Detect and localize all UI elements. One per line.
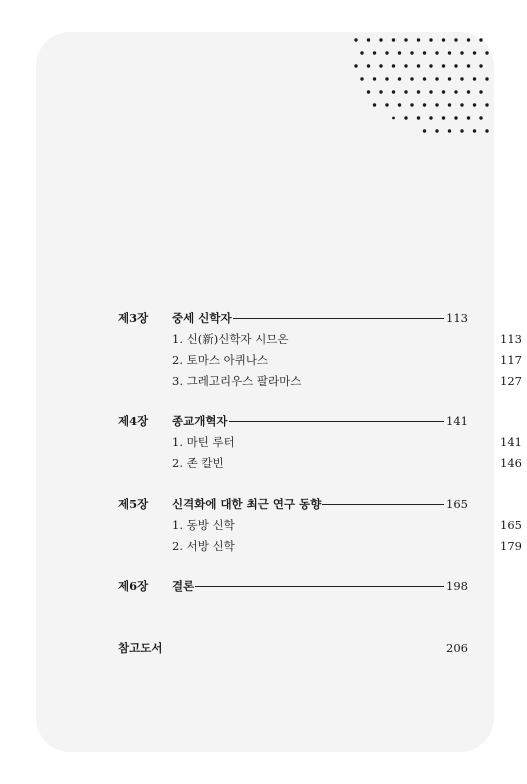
pattern-dot: [354, 38, 357, 41]
toc-item[interactable]: [118, 329, 522, 349]
pattern-dot: [385, 51, 388, 54]
pattern-dot: [473, 129, 476, 132]
toc-chapter-3[interactable]: [118, 308, 468, 328]
dot-pattern-decoration: [344, 32, 494, 142]
references-title: 참고도서: [118, 641, 163, 655]
pattern-dot: [429, 38, 432, 41]
toc-item[interactable]: [118, 432, 522, 452]
pattern-dot: [435, 103, 438, 106]
pattern-dot: [404, 90, 407, 93]
page-number: 165: [446, 497, 468, 511]
pattern-dot: [385, 103, 388, 106]
pattern-dot: [473, 77, 476, 80]
pattern-dot: [398, 103, 401, 106]
pattern-dot: [460, 51, 463, 54]
pattern-dot: [385, 77, 388, 80]
pattern-dot: [485, 103, 488, 106]
page-number: 179: [500, 539, 522, 553]
pattern-dot: [410, 51, 413, 54]
pattern-dot: [373, 51, 376, 54]
toc-item[interactable]: [118, 371, 522, 391]
chapter-title: 종교개혁자: [172, 414, 228, 428]
leader-line: [195, 586, 444, 587]
pattern-dot: [410, 103, 413, 106]
pattern-dot: [485, 77, 488, 80]
pattern-dot: [398, 77, 401, 80]
leader-line: [233, 318, 444, 319]
page-number: 165: [500, 518, 522, 532]
pattern-dot: [354, 64, 357, 67]
section-title: 1. 마틴 루터: [172, 435, 235, 449]
page-number: 198: [446, 579, 468, 593]
section-title: 3. 그레고리우스 팔라마스: [172, 374, 302, 388]
chapter-label: 제6장: [118, 579, 149, 593]
page-number: 141: [446, 414, 468, 428]
pattern-dot: [460, 77, 463, 80]
pattern-dot: [448, 51, 451, 54]
pattern-dot: [442, 90, 445, 93]
section-title: 1. 동방 신학: [172, 518, 235, 532]
page-number: 206: [446, 641, 468, 655]
pattern-dot: [392, 38, 395, 41]
pattern-dot: [479, 116, 482, 119]
pattern-dot: [473, 103, 476, 106]
page-number: 141: [500, 435, 522, 449]
pattern-dot: [379, 90, 382, 93]
toc-chapter-4[interactable]: [118, 411, 468, 431]
pattern-dot: [454, 116, 457, 119]
page-card: [36, 32, 522, 752]
toc-item[interactable]: [118, 515, 522, 535]
pattern-dot: [404, 64, 407, 67]
pattern-dot: [429, 116, 432, 119]
chapter-label: 제4장: [118, 414, 149, 428]
pattern-dot: [360, 51, 363, 54]
pattern-dot: [379, 64, 382, 67]
pattern-dot: [417, 38, 420, 41]
chapter-label: 제3장: [118, 311, 149, 325]
pattern-dot: [423, 103, 426, 106]
pattern-dot: [435, 77, 438, 80]
chapter-label: 제5장: [118, 497, 149, 511]
pattern-dot: [467, 38, 470, 41]
pattern-dot: [460, 103, 463, 106]
pattern-dot: [467, 64, 470, 67]
pattern-dot: [404, 38, 407, 41]
pattern-dot: [392, 90, 395, 93]
pattern-dot: [373, 103, 376, 106]
toc-references[interactable]: [118, 638, 468, 658]
leader-line: [229, 421, 445, 422]
pattern-dot: [417, 90, 420, 93]
pattern-dot: [479, 64, 482, 67]
section-title: 1. 신(新)신학자 시므온: [172, 332, 289, 346]
pattern-dot: [485, 129, 488, 132]
pattern-dot: [367, 90, 370, 93]
pattern-dot: [360, 77, 363, 80]
chapter-title: 결론: [172, 579, 195, 593]
pattern-dot: [398, 51, 401, 54]
pattern-dot: [423, 129, 426, 132]
pattern-dot: [435, 129, 438, 132]
pattern-dot: [392, 117, 395, 120]
pattern-dot: [460, 129, 463, 132]
pattern-dot: [442, 116, 445, 119]
pattern-dot: [454, 38, 457, 41]
section-title: 2. 존 칼빈: [172, 456, 224, 470]
pattern-dot: [429, 90, 432, 93]
toc-item[interactable]: [118, 350, 522, 370]
pattern-dot: [404, 116, 407, 119]
toc-item[interactable]: [118, 536, 522, 556]
pattern-dot: [479, 38, 482, 41]
pattern-dot: [435, 51, 438, 54]
toc-chapter-6[interactable]: [118, 576, 468, 596]
pattern-dot: [442, 64, 445, 67]
toc-chapter-5[interactable]: [118, 494, 468, 514]
pattern-dot: [373, 77, 376, 80]
pattern-dot: [417, 64, 420, 67]
pattern-dot: [392, 64, 395, 67]
pattern-dot: [448, 129, 451, 132]
page-number: 117: [500, 353, 522, 367]
pattern-dot: [442, 38, 445, 41]
pattern-dot: [473, 51, 476, 54]
pattern-dot: [448, 103, 451, 106]
page-number: 146: [500, 456, 522, 470]
toc-item[interactable]: [118, 453, 522, 473]
pattern-dot: [367, 38, 370, 41]
pattern-dot: [467, 116, 470, 119]
pattern-dot: [485, 51, 488, 54]
pattern-dot: [479, 90, 482, 93]
pattern-dot: [423, 51, 426, 54]
page-number: 113: [500, 332, 522, 346]
pattern-dot: [379, 38, 382, 41]
pattern-dot: [454, 64, 457, 67]
pattern-dot: [423, 77, 426, 80]
pattern-dot: [410, 77, 413, 80]
leader-line: [322, 504, 444, 505]
pattern-dot: [429, 64, 432, 67]
page-number: 127: [500, 374, 522, 388]
chapter-title: 신격화에 대한 최근 연구 동향: [172, 497, 322, 511]
pattern-dot: [448, 77, 451, 80]
section-title: 2. 서방 신학: [172, 539, 235, 553]
pattern-dot: [367, 64, 370, 67]
section-title: 2. 토마스 아퀴나스: [172, 353, 269, 367]
chapter-title: 중세 신학자: [172, 311, 232, 325]
page-number: 113: [446, 311, 468, 325]
pattern-dot: [417, 116, 420, 119]
pattern-dot: [467, 90, 470, 93]
pattern-dot: [454, 90, 457, 93]
